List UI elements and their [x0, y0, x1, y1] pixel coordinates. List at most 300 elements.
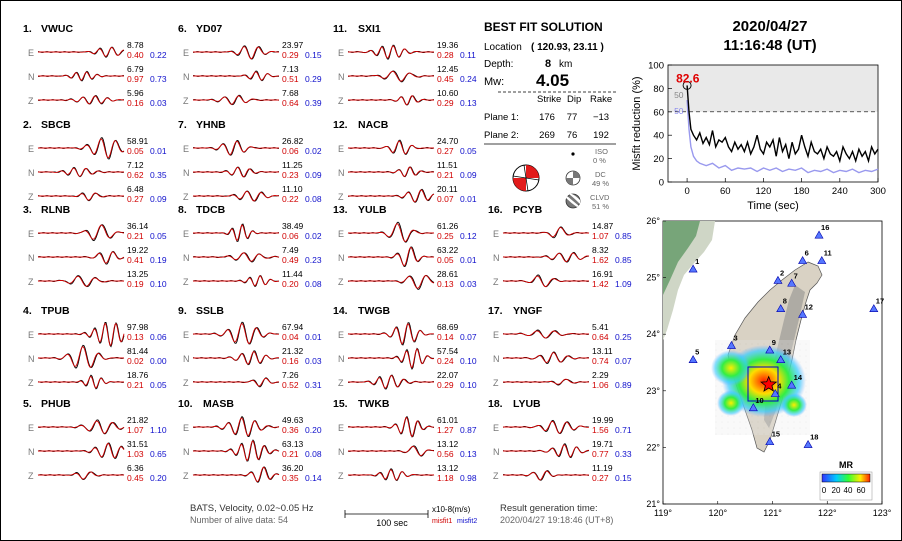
component-label: N [493, 354, 500, 364]
component-label: Z [338, 378, 344, 388]
misfit1-value: 0.21 [127, 380, 144, 390]
time-scale-label: 100 sec [376, 518, 408, 528]
station-name: YNGF [513, 305, 543, 317]
map-x-tick-label: 121° [763, 508, 782, 518]
y-tick-label: 0 [658, 177, 664, 189]
misfit2-value: 0.29 [305, 74, 322, 84]
amplitude-value: 5.41 [592, 322, 609, 332]
map-x-tick-label: 119° [654, 508, 672, 518]
map-y-tick-label: 23° [646, 385, 660, 396]
time-scale-bar [345, 510, 428, 518]
amplitude-value: 18.76 [127, 370, 149, 380]
amplitude-value: 7.49 [282, 245, 299, 255]
map-y-tick-label: 22° [646, 442, 660, 453]
misfit1-value: 0.21 [127, 231, 144, 241]
station-panel-yngf [488, 305, 632, 390]
misfit1-value: 0.13 [437, 279, 454, 289]
observed-waveform [348, 222, 434, 242]
station-panel-twkb [333, 398, 477, 483]
misfit2-value: 0.31 [305, 380, 322, 390]
misfit2-value: 1.09 [615, 279, 632, 289]
station-panel-vwuc [23, 23, 167, 108]
misfit2-value: 0.15 [305, 50, 322, 60]
amplitude-value: 11.10 [282, 184, 303, 194]
amplitude-value: 61.26 [437, 221, 459, 231]
amplitude-value: 7.68 [282, 88, 299, 98]
station-panel-lyub [488, 398, 632, 483]
synthetic-waveform [348, 349, 434, 368]
observed-waveform [348, 140, 434, 154]
misfit1-value: 0.27 [592, 473, 609, 483]
component-label: N [338, 253, 345, 263]
misfit2-value: 0.15 [615, 473, 632, 483]
misfit1-value: 1.07 [127, 425, 144, 435]
synthetic-waveform [348, 324, 434, 344]
misfit2-value: 0.73 [150, 74, 167, 84]
component-label: E [28, 229, 35, 239]
map-y-tick-label: 21° [646, 499, 660, 509]
misfit1-value: 0.28 [437, 50, 454, 60]
misfit1-value: 0.16 [282, 356, 299, 366]
misfit1-value: 0.45 [437, 74, 454, 84]
misfit2-value: 0.33 [615, 449, 632, 459]
component-label: E [338, 229, 345, 239]
component-label: N [28, 168, 35, 178]
misfit1-value: 0.49 [282, 255, 299, 265]
station-name: SSLB [196, 305, 225, 317]
amplitude-value: 49.63 [282, 415, 304, 425]
component-label: Z [493, 378, 499, 388]
misfit1-value: 0.07 [437, 194, 454, 204]
station-id-label: 18 [810, 432, 819, 442]
station-name: TDCB [196, 204, 226, 216]
component-label: N [183, 72, 190, 82]
misfit2-value: 0.71 [615, 425, 632, 435]
station-name: TPUB [41, 305, 70, 317]
map-y-tick-label: 24° [646, 329, 660, 340]
component-label: Z [338, 277, 344, 287]
amplitude-value: 24.70 [437, 136, 459, 146]
amplitude-value: 97.98 [127, 322, 149, 332]
station-panel-yd07 [178, 23, 322, 108]
station-number: 13. [333, 204, 348, 216]
component-label: E [28, 48, 35, 58]
location-label: Location [484, 42, 522, 53]
component-label: Z [183, 192, 189, 202]
misfit1-value: 0.14 [437, 332, 454, 342]
station-number: 16. [488, 204, 503, 216]
component-label: Z [338, 471, 344, 481]
plane2-rake: 192 [593, 130, 609, 141]
amplitude-value: 8.32 [592, 245, 609, 255]
misfit2-value: 0.09 [305, 170, 322, 180]
misfit2-value: 0.22 [150, 50, 167, 60]
misfit1-value: 1.62 [592, 255, 609, 265]
station-id-label: 3 [733, 333, 738, 343]
misfit1-value: 0.74 [592, 356, 609, 366]
amplitude-value: 36.20 [282, 463, 304, 473]
station-panel-sslb [178, 305, 322, 390]
station-number: 10. [178, 398, 193, 410]
synthetic-waveform [503, 276, 589, 286]
mr-hotspot-west [711, 350, 751, 386]
misfit2-value: 1.10 [150, 425, 167, 435]
synthetic-waveform [193, 441, 279, 461]
misfit2-value: 0.05 [150, 380, 167, 390]
station-id-label: 1 [695, 257, 700, 267]
component-label: N [183, 168, 190, 178]
station-id-label: 14 [793, 373, 803, 383]
station-number: 6. [178, 23, 187, 35]
amplitude-unit: x10-8(m/s) [432, 505, 471, 514]
misfit2-value: 0.01 [460, 194, 477, 204]
station-name: SBCB [41, 119, 71, 131]
station-name: NACB [358, 119, 389, 131]
amplitude-value: 28.61 [437, 269, 459, 279]
station-number: 15. [333, 398, 348, 410]
plane2-dip: 76 [566, 130, 578, 141]
misfit2-value: 0.08 [305, 449, 322, 459]
misfit2-value: 0.14 [305, 473, 322, 483]
misfit2-value: 0.08 [305, 194, 322, 204]
synthetic-waveform [193, 378, 279, 386]
misfit2-value: 0.35 [150, 170, 167, 180]
misfit1-value: 0.02 [127, 356, 144, 366]
amplitude-value: 11.19 [592, 463, 613, 473]
misfit2-value: 0.02 [305, 231, 322, 241]
synthetic-waveform [193, 167, 279, 176]
synthetic-waveform [348, 96, 434, 105]
component-label: E [183, 229, 190, 239]
station-id-label: 4 [777, 381, 782, 391]
x-tick-label: 60 [719, 186, 731, 197]
synthetic-waveform [348, 167, 434, 176]
station-panel-tdcb [178, 204, 322, 289]
misfit2-value: 0.85 [615, 255, 632, 265]
component-label: E [28, 144, 35, 154]
station-id-label: 10 [755, 395, 764, 405]
map-x-tick-label: 120° [708, 508, 728, 518]
misfit1-value: 0.21 [282, 449, 299, 459]
col-strike: Strike [537, 94, 562, 105]
amplitude-value: 19.71 [592, 439, 614, 449]
component-label: Z [183, 378, 189, 388]
misfit1-value: 1.42 [592, 279, 609, 289]
amplitude-value: 20.11 [437, 184, 458, 194]
station-panel-tpub [23, 305, 167, 390]
cbar-tick-60: 60 [856, 486, 866, 495]
depth-label: Depth: [484, 59, 514, 70]
station-number: 11. [333, 23, 348, 35]
station-name: YULB [358, 204, 387, 216]
amplitude-value: 2.29 [592, 370, 609, 380]
synthetic-waveform [38, 472, 124, 479]
misfit2-value: 0.03 [305, 356, 322, 366]
synthetic-waveform [193, 253, 279, 261]
taiwan-map [646, 216, 891, 518]
map-x-tick-label: 123° [872, 508, 892, 518]
component-label: E [28, 423, 35, 433]
synthetic-waveform [38, 72, 124, 80]
misfit2-value: 0.05 [460, 146, 477, 156]
amplitude-value: 14.87 [592, 221, 614, 231]
station-id-label: 15 [771, 429, 781, 439]
misfit1-value: 0.29 [282, 50, 299, 60]
misfit2-value: 0.85 [615, 231, 632, 241]
synthetic-waveform [348, 141, 434, 154]
amplitude-value: 7.26 [282, 370, 299, 380]
misfit1-value: 0.41 [127, 255, 144, 265]
map-x-tick-label: 122° [817, 508, 837, 518]
misfit1-value: 0.97 [127, 74, 144, 84]
station-name: TWGB [358, 305, 391, 317]
component-label: E [493, 330, 500, 340]
iso-label: ISO [595, 147, 608, 156]
misfit2-value: 0.39 [305, 98, 322, 108]
amplitude-value: 6.79 [127, 64, 144, 74]
station-name: VWUC [41, 23, 74, 35]
station-id-label: 9 [771, 338, 776, 348]
misfit1-value: 1.56 [592, 425, 609, 435]
misfit2-value: 0.03 [150, 98, 167, 108]
misfit2-value: 0.23 [305, 255, 322, 265]
plane2-label: Plane 2: [484, 130, 519, 141]
amplitude-value: 10.60 [437, 88, 459, 98]
map-y-tick-label: 25° [646, 272, 660, 283]
component-label: N [183, 447, 190, 457]
misfit2-value: 0.07 [460, 332, 477, 342]
amplitude-value: 11.51 [437, 160, 458, 170]
misfit1-value: 0.24 [437, 356, 454, 366]
y-tick-label: 60 [653, 107, 664, 119]
station-id-label: 8 [782, 296, 787, 306]
method-text: BATS, Velocity, 0.02~0.05 Hz [190, 503, 314, 514]
misfit1-value: 0.23 [282, 170, 299, 180]
component-label: E [493, 229, 500, 239]
amplitude-value: 5.96 [127, 88, 144, 98]
best-fit-solution [484, 20, 616, 211]
station-name: PCYB [513, 204, 543, 216]
amplitude-value: 57.54 [437, 346, 459, 356]
col-rake: Rake [590, 94, 613, 105]
misfit2-value: 0.05 [150, 231, 167, 241]
station-name: RLNB [41, 204, 71, 216]
misfit1-value: 0.06 [282, 231, 299, 241]
misfit1-value: 0.27 [127, 194, 144, 204]
synthetic-waveform [193, 47, 279, 59]
plane2-strike: 269 [539, 130, 555, 141]
amplitude-value: 13.11 [592, 346, 613, 356]
component-label: Z [28, 96, 34, 106]
colorbar-title: MR [839, 460, 853, 470]
amplitude-value: 61.01 [437, 415, 459, 425]
synthetic-waveform [38, 376, 124, 388]
misfit2-value: 0.24 [460, 74, 477, 84]
dc-beachball [566, 171, 580, 185]
synthetic-waveform [38, 443, 124, 457]
col-dip: Dip [567, 94, 582, 105]
station-name: MASB [203, 398, 234, 410]
station-panel-phub [23, 398, 167, 483]
plane1-strike: 176 [539, 112, 555, 123]
amplitude-value: 26.82 [282, 136, 304, 146]
component-label: N [28, 447, 35, 457]
cbar-tick-20: 20 [831, 486, 841, 495]
station-id-label: 5 [695, 347, 700, 357]
mw-label: Mw: [484, 76, 505, 88]
station-name: YHNB [196, 119, 226, 131]
component-label: E [183, 48, 190, 58]
clvd-beachball [566, 194, 580, 208]
station-panel-masb [178, 398, 322, 483]
iso-pct: 0 % [593, 156, 606, 165]
misfit2-value: 0.19 [150, 255, 167, 265]
amplitude-value: 67.94 [282, 322, 304, 332]
misfit2-value: 0.10 [460, 380, 477, 390]
misfit1-value: 0.29 [437, 98, 454, 108]
misfit1-value: 0.64 [592, 332, 609, 342]
x-tick-label: 0 [684, 186, 690, 197]
cbar-tick-40: 40 [843, 486, 853, 495]
synthetic-waveform [38, 421, 124, 433]
mw-value: 4.05 [536, 71, 570, 90]
iso-symbol [571, 152, 574, 155]
generation-time: 2020/04/27 19:18:46 (UT+8) [500, 515, 614, 525]
synthetic-waveform [38, 48, 124, 57]
component-label: N [183, 354, 190, 364]
misfit2-value: 0.89 [615, 380, 632, 390]
alive-data-text: Number of alive data: 54 [190, 515, 289, 525]
misfit2-value: 0.09 [150, 194, 167, 204]
marker-label: 50 [674, 89, 684, 100]
station-number: 9. [178, 305, 187, 317]
misfit2-value: 0.01 [305, 332, 322, 342]
depth-unit: km [559, 59, 573, 70]
clvd-label: CLVD [590, 193, 610, 202]
amplitude-value: 12.45 [437, 64, 459, 74]
component-label: Z [183, 277, 189, 287]
station-name: YD07 [196, 23, 223, 35]
plane1-dip: 77 [566, 112, 578, 123]
misfit1-value: 1.18 [437, 473, 454, 483]
amplitude-value: 19.36 [437, 40, 459, 50]
station-name: LYUB [513, 398, 541, 410]
synthetic-waveform [348, 247, 434, 265]
misfit2-value: 0.00 [150, 356, 167, 366]
misfit2-value: 0.06 [150, 332, 167, 342]
component-label: N [338, 72, 345, 82]
misfit2-value: 0.98 [460, 473, 477, 483]
misfit1-value: 0.36 [282, 425, 299, 435]
component-label: E [338, 144, 345, 154]
amplitude-value: 21.32 [282, 346, 304, 356]
amplitude-value: 22.07 [437, 370, 459, 380]
misfit1-value: 0.62 [127, 170, 144, 180]
misfit1-value: 0.56 [437, 449, 454, 459]
misfit2-value: 0.01 [150, 146, 167, 156]
misfit2-value: 0.09 [460, 170, 477, 180]
x-axis-label: Time (sec) [747, 200, 799, 212]
x-tick-label: 120 [755, 186, 772, 197]
misfit2-value: 0.12 [460, 231, 477, 241]
amplitude-value: 6.36 [127, 463, 144, 473]
misfit2-value: 0.03 [460, 279, 477, 289]
component-label: N [28, 354, 35, 364]
y-tick-label: 20 [653, 154, 664, 166]
focal-mechanism-beachball [513, 165, 539, 191]
station-panel-twgb [333, 305, 477, 390]
station-id-label: 12 [804, 302, 813, 312]
synthetic-waveform [38, 347, 124, 368]
amplitude-value: 81.44 [127, 346, 149, 356]
misfit1-value: 0.25 [437, 231, 454, 241]
station-id-label: 17 [875, 296, 885, 306]
amplitude-value: 38.49 [282, 221, 304, 231]
misfit2-value: 0.20 [305, 425, 322, 435]
misfit1-value: 0.64 [282, 98, 299, 108]
station-panel-yulb [333, 204, 477, 289]
misfit1-value: 0.06 [282, 146, 299, 156]
component-label: Z [183, 96, 189, 106]
misfit1-value: 1.03 [127, 449, 144, 459]
misfit1-value: 1.07 [592, 231, 609, 241]
synthetic-waveform [348, 376, 434, 389]
component-label: N [493, 447, 500, 457]
component-label: N [28, 253, 35, 263]
misfit1-value: 0.51 [282, 74, 299, 84]
station-panel-pcyb [488, 204, 632, 289]
map-y-tick-label: 26° [646, 216, 660, 226]
misfit1-legend: misfit1 [432, 518, 453, 525]
component-label: E [338, 330, 345, 340]
component-label: E [28, 330, 35, 340]
component-label: E [183, 330, 190, 340]
cbar-tick-0: 0 [821, 486, 827, 495]
station-id-label: 2 [779, 268, 785, 278]
misfit1-value: 0.29 [437, 380, 454, 390]
synthetic-waveform [38, 168, 124, 176]
misfit1-value: 0.05 [437, 255, 454, 265]
component-label: N [338, 168, 345, 178]
origin-time: 11:16:48 (UT) [723, 37, 817, 54]
station-id-label: 16 [821, 223, 830, 233]
synthetic-waveform [348, 224, 434, 242]
synthetic-waveform [348, 446, 434, 455]
component-label: N [28, 72, 35, 82]
marker-label: 50 [674, 106, 684, 117]
x-tick-label: 300 [870, 186, 886, 197]
component-label: E [493, 423, 500, 433]
station-id-label: 6 [804, 248, 809, 258]
misfit1-value: 0.35 [282, 473, 299, 483]
misfit2-value: 0.07 [615, 356, 632, 366]
station-id-label: 13 [782, 347, 792, 357]
amplitude-value: 63.22 [437, 245, 459, 255]
station-number: 2. [23, 119, 32, 131]
amplitude-value: 13.12 [437, 439, 459, 449]
station-number: 12. [333, 119, 348, 131]
amplitude-value: 21.82 [127, 415, 149, 425]
component-label: E [183, 144, 190, 154]
clvd-pct: 51 % [592, 202, 610, 211]
amplitude-value: 6.48 [127, 184, 144, 194]
synthetic-waveform [503, 353, 589, 363]
station-name: TWKB [358, 398, 390, 410]
misfit2-value: 0.65 [150, 449, 167, 459]
mr-hotspot-southwest [717, 390, 745, 416]
station-name: PHUB [41, 398, 71, 410]
amplitude-value: 11.44 [282, 269, 303, 279]
